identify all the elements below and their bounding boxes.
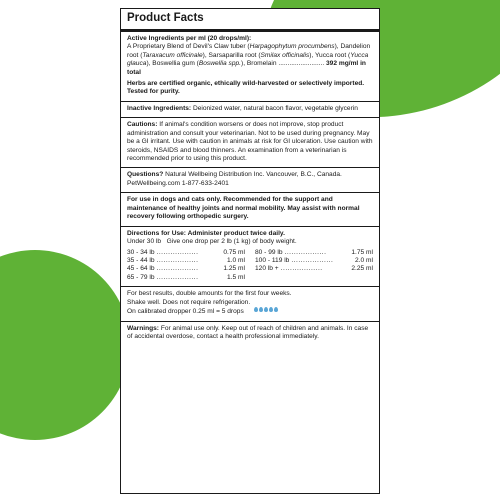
shake-note: Shake well. Does not require refrigeration. bbox=[127, 298, 251, 306]
questions: Questions? Natural Wellbeing Distribution Inc. Vancouver, B.C., Canada. PetWellbeing.com 1-877-633-2401 bbox=[127, 171, 373, 188]
best-results-note: For best results, double amounts for the first four weeks. bbox=[127, 290, 292, 298]
drop-icon bbox=[274, 307, 278, 312]
label-title: Product Facts bbox=[127, 12, 204, 24]
dropper-note: On calibrated dropper 0.25 ml = 5 drops bbox=[127, 307, 373, 316]
title-divider bbox=[121, 29, 379, 32]
divider bbox=[121, 192, 379, 193]
under-30-row: Under 30 lb Give one drop per 2 lb (1 kg) of body weight. bbox=[127, 238, 297, 246]
drop-icon bbox=[259, 307, 263, 312]
product-facts-label bbox=[120, 8, 380, 494]
divider bbox=[121, 321, 379, 322]
inactive-ingredients: Inactive Ingredients: Deionized water, natural bacon flavor, vegetable glycerin bbox=[127, 104, 358, 112]
directions-section bbox=[127, 230, 373, 283]
dose-row: 35 - 44 lb .................. 1.0 ml bbox=[127, 256, 245, 264]
drop-icon bbox=[269, 307, 273, 312]
dose-row: 65 - 79 lb .................. 1.5 ml bbox=[127, 273, 245, 281]
divider bbox=[121, 167, 379, 168]
dose-row: 120 lb + .................. 2.25 ml bbox=[255, 265, 373, 273]
divider bbox=[121, 117, 379, 118]
contact-info: PetWellbeing.com 1-877-633-2401 bbox=[127, 179, 229, 187]
dose-table bbox=[127, 249, 373, 283]
active-ingredients-section bbox=[127, 35, 373, 97]
cautions: Cautions: If animal's condition worsens or does not improve, stop product administration and consult your veterinarian. Not to be used during pregnancy. May be a GI irritant. Use with caution in animals at risk for GI ulceration. Use caution with steroids, NSAIDS and blood thinners. An examination from a veterinarian is recommended prior to using this product. bbox=[127, 121, 373, 163]
dose-row: 45 - 64 lb .................. 1.25 ml bbox=[127, 265, 245, 273]
usage-notes bbox=[127, 290, 373, 316]
active-heading: Active Ingredients per ml (20 drops/ml): bbox=[127, 34, 252, 42]
dose-row: 30 - 34 lb .................. 0.75 ml bbox=[127, 248, 245, 256]
dose-col-right bbox=[255, 249, 373, 283]
divider bbox=[121, 101, 379, 102]
divider bbox=[121, 226, 379, 227]
dose-row: 80 - 99 lb .................. 1.75 ml bbox=[255, 248, 373, 256]
warnings: Warnings: For animal use only. Keep out of reach of children and animals. In case of accidental overdose, contact a health professional immediately. bbox=[127, 324, 369, 341]
dose-row: 100 - 119 lb .................. 2.0 ml bbox=[255, 256, 373, 264]
directions-heading: Directions for Use: Administer product twice daily. bbox=[127, 229, 285, 237]
drops-icon bbox=[254, 307, 279, 315]
herbs-note: Herbs are certified organic, ethically wild-harvested or selectively imported. Tested for purity. bbox=[127, 79, 365, 96]
dose-col-left bbox=[127, 249, 245, 283]
drop-icon bbox=[264, 307, 268, 312]
active-blend: A Proprietary Blend of Devil's Claw tuber (Harpagophytum procumbens), Dandelion root (Taraxacum officinale), Sarsaparilla root (Smilax officinalis), Yucca root (Yucca glauca), Boswellia gum (Boswellia spp.), Bromelain ......................... 392 mg/ml in total bbox=[127, 43, 371, 76]
divider bbox=[121, 286, 379, 287]
drop-icon bbox=[254, 307, 258, 312]
active-total: 392 mg/ml in total bbox=[127, 60, 366, 76]
use-statement: For use in dogs and cats only. Recommended for the support and maintenance of healthy joints and normal mobility. May assist with normal recovery following orthopedic surgery. bbox=[127, 196, 360, 221]
green-decor-left bbox=[0, 250, 130, 440]
